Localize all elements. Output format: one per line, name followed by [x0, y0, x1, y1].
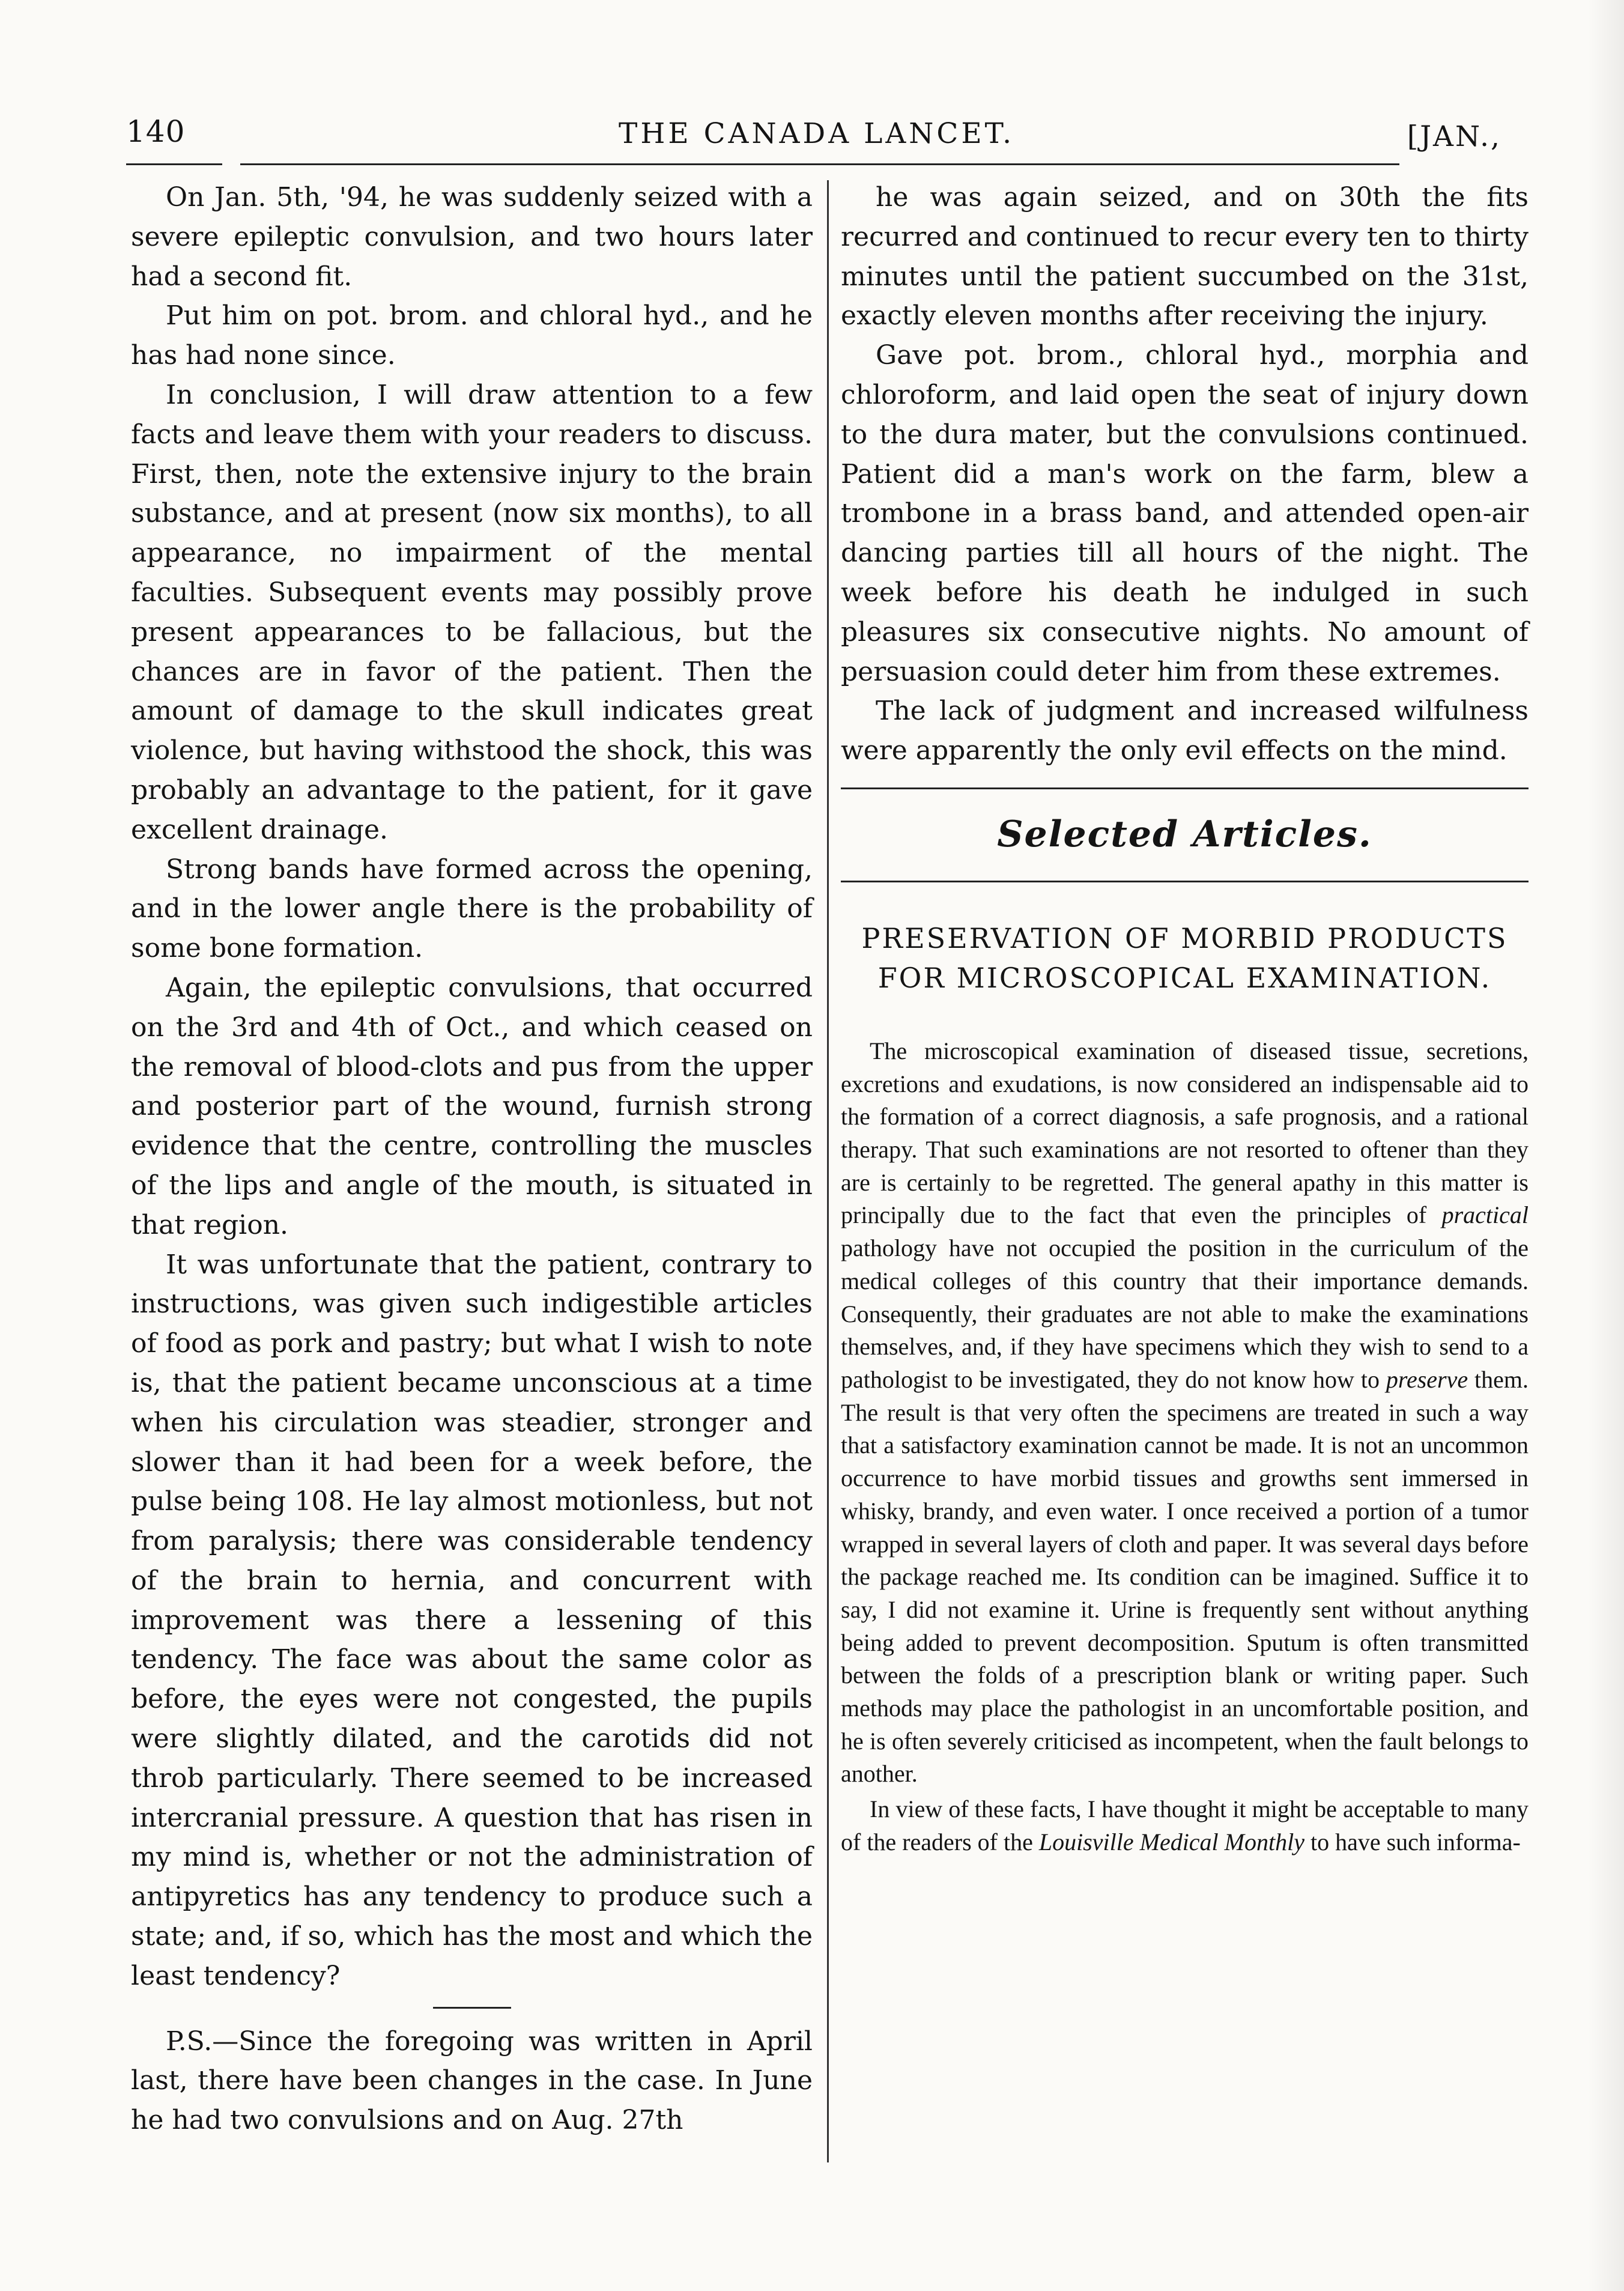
- article-text: to have such informa-: [1304, 1828, 1521, 1856]
- article-text: In view of these facts, I have thought it might be acceptable to many of the readers of the: [841, 1795, 1529, 1856]
- body-paragraph: In conclusion, I will draw attention to a few facts and leave them with your readers to discuss. First, then, note the extensive injury to the brain substance, and at present (now six months), to all appearance, no impairment of the mental faculties. Subsequent events may possibly prove present appearances to be fallacious, but the chances are in favor of the patient. Then the amount of damage to the skull indicates great violence, but having withstood the shock, this was probably an advantage to the patient, for it gave excellent drainage.: [131, 379, 813, 845]
- article-title: [841, 918, 1529, 998]
- postscript-paragraph: P.S.—Since the foregoing was written in April last, there have been changes in the case. In June he had two convulsions and on Aug. 27th: [131, 2025, 813, 2136]
- column-divider: [827, 180, 829, 2162]
- body-paragraph: Put him on pot. brom. and chloral hyd., and he has had none since.: [131, 300, 813, 371]
- postscript-divider: [433, 2007, 511, 2009]
- left-column: [131, 178, 813, 2140]
- article-text: pathology have not occupied the position in the curriculum of the medical colleges of this country that their importance demands. Consequently, their graduates are not able to make the examinations themselves, and, if they have specimens which they wish to send to a pathologist to be investigated, they do not know how to: [841, 1234, 1529, 1393]
- article-text: The microscopical examination of diseased tissue, secretions, excretions and exudations, is now considered an indispensable aid to the formation of a correct diagnosis, a safe prognosis, and a rational therapy. That such examinations are not resorted to oftener than they are is certainly to be regretted. The general apathy in this matter is principally due to the fact that even the principles of: [841, 1037, 1529, 1229]
- page-number: 140: [126, 114, 186, 149]
- section-rule-top: [841, 787, 1529, 789]
- header-rule: [240, 163, 1399, 165]
- body-paragraph: Gave pot. brom., chloral hyd., morphia and chloroform, and laid open the seat of injury down to the dura mater, but the convulsions continued. Patient did a man's work on the farm, blew a trombone in a brass band, and attended open-air dancing parties till all hours of the night. The week before his death he indulged in such pleasures six consecutive nights. No amount of persuasion could deter him from these extremes.: [841, 340, 1529, 687]
- body-paragraph: Again, the epileptic convulsions, that occurred on the 3rd and 4th of Oct., and which ceased on the removal of blood-clots and pus from the upper and posterior part of the wound, furnish strong evidence that the centre, controlling the muscles of the lips and angle of the mouth, is situated in that region.: [131, 972, 813, 1240]
- right-column: [841, 178, 1529, 1859]
- issue-month: [JAN.,: [1407, 120, 1501, 153]
- article-title-line-1: PRESERVATION OF MORBID PRODUCTS: [861, 921, 1508, 954]
- running-header: [126, 114, 1501, 168]
- article-italic-text: practical: [1441, 1201, 1529, 1229]
- body-paragraph: The lack of judgment and increased wilfulness were apparently the only evil effects on the mind.: [841, 696, 1529, 766]
- article-italic-text: Louisville Medical Monthly: [1038, 1828, 1304, 1856]
- article-italic-text: preserve: [1386, 1365, 1468, 1393]
- section-heading: Selected Articles.: [997, 813, 1372, 855]
- header-rule-short: [126, 163, 222, 165]
- body-paragraph: It was unfortunate that the patient, contrary to instructions, was given such indigestible articles of food as pork and pastry; but what I wish to note is, that the patient became unconscious at a time when his circulation was steadier, stronger and slower than it had been for a week before, the pulse being 108. He lay almost motionless, but not from paralysis; there was considerable tendency of the brain to hernia, and concurrent with improvement was there a lessening of this tendency. The face was about the same color as before, the eyes were not congested, the pupils were slightly dilated, and the carotids did not throb particularly. There seemed to be increased intercranial pressure. A question that has risen in my mind is, whether or not the administration of antipyretics has any tendency to produce such a state; and, if so, which has the most and which the least tendency?: [131, 1249, 813, 1991]
- article-paragraph: [841, 1793, 1529, 1859]
- body-paragraph: Strong bands have formed across the opening, and in the lower angle there is the probability of some bone formation.: [131, 854, 813, 964]
- section-rule-bottom: [841, 881, 1529, 882]
- article-title-line-2: FOR MICROSCOPICAL EXAMINATION.: [877, 961, 1492, 994]
- body-paragraph: On Jan. 5th, '94, he was suddenly seized with a severe epileptic convulsion, and two hours later had a second fit.: [131, 182, 813, 292]
- journal-title: THE CANADA LANCET.: [619, 117, 1015, 150]
- article-text: them. The result is that very often the specimens are treated in such a way that a satisfactory examination cannot be made. It is not an uncommon occurrence to have morbid tissues and growths sent immersed in whisky, brandy, and even water. I once received a portion of a tumor wrapped in several layers of cloth and paper. It was several days before the package reached me. Its condition can be imagined. Suffice it to say, I did not examine it. Urine is frequently sent without anything being added to prevent decomposition. Sputum is often transmitted between the folds of a prescription blank or writing paper. Such methods may place the pathologist in an uncomfortable position, and he is often severely criticised as incompetent, when the fault belongs to another.: [841, 1365, 1529, 1788]
- body-paragraph: he was again seized, and on 30th the fits recurred and continued to recur every ten to thirty minutes until the patient succumbed on the 31st, exactly eleven months after receiving the injury.: [841, 182, 1529, 332]
- page-edge-shadow: [1588, 0, 1624, 2291]
- article-paragraph: [841, 1035, 1529, 1791]
